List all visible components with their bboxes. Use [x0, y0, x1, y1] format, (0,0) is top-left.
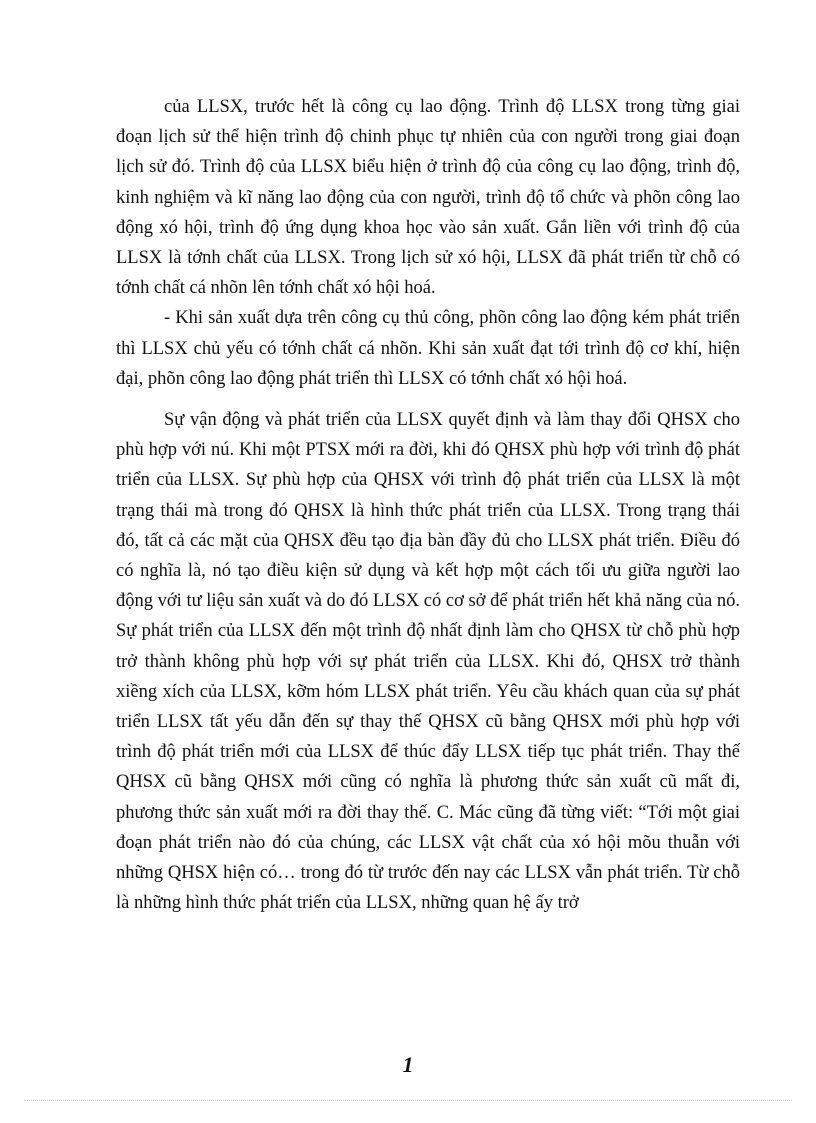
footer-divider: [24, 1100, 792, 1101]
paragraph-3: Sự vận động và phát triển của LLSX quyết định và làm thay đổi QHSX cho phù hợp với nú. Khi một PTSX mới ra đời, khi đó QHSX phù hợp với trình độ phát triển của LLSX. Sự phù hợp của QHSX với trình độ phát triển của LLSX là một trạng thái mà trong đó QHSX là hình thức phát triển của LLSX. Trong trạng thái đó, tất cả các mặt của QHSX đều tạo địa bàn đầy đủ cho LLSX phát triển. Điều đó có nghĩa là, nó tạo điều kiện sử dụng và kết hợp một cách tối ưu giữa người lao động với tư liệu sản xuất và do đó LLSX có cơ sở để phát triển hết khả năng của nó. Sự phát triển của LLSX đến một trình độ nhất định làm cho QHSX từ chỗ phù hợp trở thành không phù hợp với sự phát triển của LLSX. Khi đó, QHSX trở thành xiềng xích của LLSX, kỡm hóm LLSX phát triển. Yêu cầu khách quan của sự phát triển LLSX tất yếu dẫn đến sự thay thế QHSX cũ bằng QHSX mới phù hợp với trình độ phát triển mới của LLSX để thúc đẩy LLSX tiếp tục phát triển. Thay thế QHSX cũ bằng QHSX mới cũng có nghĩa là phương thức sản xuất cũ mất đi, phương thức sản xuất mới ra đời thay thế. C. Mác cũng đã từng viết: “Tới một giai đoạn phát triển nào đó của chúng, các LLSX vật chất của xó hội mõu thuẫn với những QHSX hiện có… trong đó từ trước đến nay các LLSX vẫn phát triển. Từ chỗ là những hình thức phát triển của LLSX, những quan hệ ấy trở: [116, 410, 740, 914]
body-text: [116, 92, 740, 918]
page-number: 1: [402, 1052, 414, 1077]
paragraph-1: của LLSX, trước hết là công cụ lao động. Trình độ LLSX trong từng giai đoạn lịch sử thể hiện trình độ chinh phục tự nhiên của con người trong giai đoạn lịch sử đó. Trình độ của LLSX biểu hiện ở trình độ của công cụ lao động, trình độ, kinh nghiệm và kĩ năng lao động của con người, trình độ tổ chức và phõn công lao động xó hội, trình độ ứng dụng khoa học vào sản xuất. Gắn liền với trình độ của LLSX là tớnh chất của LLSX. Trong lịch sử xó hội, LLSX đã phát triển từ chỗ có tớnh chất cá nhõn lên tớnh chất xó hội hoá.: [116, 97, 740, 299]
paragraph-2: - Khi sản xuất dựa trên công cụ thủ công, phõn công lao động kém phát triển thì LLSX chủ yếu có tớnh chất cá nhõn. Khi sản xuất đạt tới trình độ cơ khí, hiện đại, phõn công lao động phát triển thì LLSX có tớnh chất xó hội hoá.: [116, 308, 740, 389]
